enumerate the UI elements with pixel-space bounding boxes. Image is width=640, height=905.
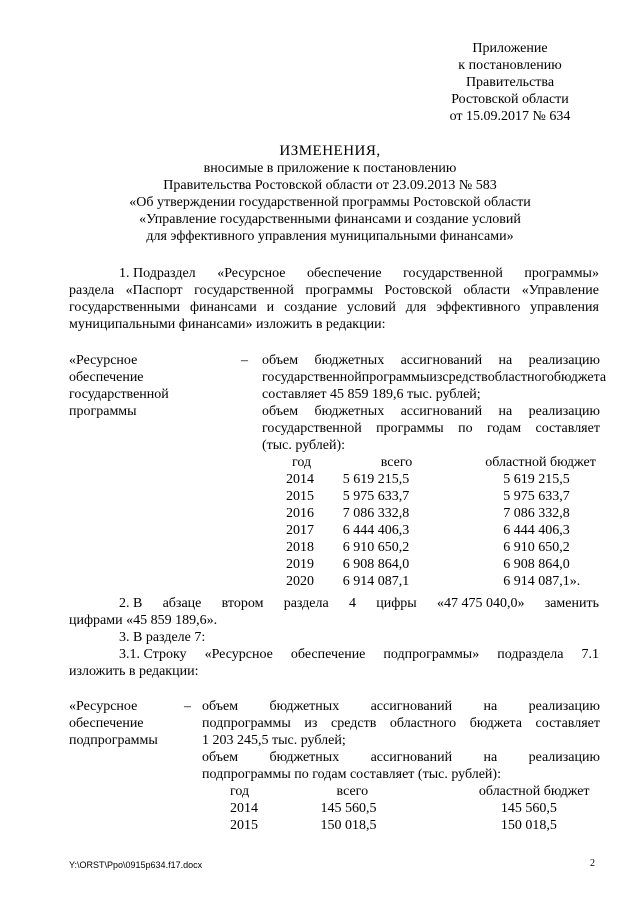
appendix-line: Приложение	[472, 41, 548, 56]
paragraph-line: 3.1. Строку «Ресурсное обеспечение подпрограммы» подраздела 7.1	[119, 647, 599, 662]
title-line: «Управление государственными финансами и создание условий	[139, 212, 521, 227]
paragraph-line: 2. В абзаце втором раздела 4 цифры «47 475 040,0» заменить	[119, 596, 599, 611]
paragraph-3-1	[69, 646, 599, 680]
resource-body: объем бюджетных ассигнований на реализацию подпрограммы из средств областного бюджета составляет 1 203 245,5 тыс. рублей; объем бюджетных ассигнований на реализацию подпрограммы по годам составляет (тыс. рублей): год всего областной бюджет 2014 145 560,5 145 560,5 2015 150 018,5 150 018,5	[202, 699, 600, 833]
resource-label: «Ресурсное обеспечение государственной программы	[69, 353, 169, 419]
table-row: 2016 7 086 332,8 7 086 332,8	[286, 506, 570, 521]
table-row: 2020 6 914 087,1 6 914 087,1».	[286, 574, 581, 589]
table-row: 2014 5 619 215,5 5 619 215,5	[286, 472, 570, 487]
title-line: вносимые в приложение к постановлению	[203, 161, 457, 176]
dash: –	[184, 699, 191, 714]
paragraph-line: 1. Подраздел «Ресурсное обеспечение государственной программы»	[119, 266, 599, 281]
appendix-line: к постановлению	[458, 58, 562, 73]
appendix-line: от 15.09.2017 № 634	[449, 109, 571, 124]
paragraph-line: государственными финансами и создание условий для эффективного управления	[69, 300, 599, 315]
table-header-row: год всего областной бюджет	[292, 455, 596, 470]
paragraph-1	[69, 265, 599, 333]
document-title	[60, 143, 600, 245]
paragraph-line: 3. В разделе 7:	[119, 630, 206, 645]
title-line: для эффективного управления муниципальными финансами»	[146, 229, 514, 244]
table-row: 2014 145 560,5 145 560,5	[230, 801, 557, 816]
paragraph-2	[69, 595, 599, 629]
dash: –	[241, 353, 248, 368]
paragraph-line: изложить в редакции:	[69, 664, 199, 679]
table-row: 2015 5 975 633,7 5 975 633,7	[286, 489, 570, 504]
title-line: Правительства Ростовской области от 23.09.2013 № 583	[163, 178, 497, 193]
file-path: Y:\ORST\Ppo\0915p634.f17.docx	[69, 860, 203, 870]
paragraph-3	[69, 629, 599, 646]
title-heading: ИЗМЕНЕНИЯ,	[279, 143, 381, 159]
table-row: 2018 6 910 650,2 6 910 650,2	[286, 540, 570, 555]
table-row: 2015 150 018,5 150 018,5	[230, 818, 557, 833]
title-line: «Об утверждении государственной программы Ростовской области	[129, 195, 531, 210]
table-header-row: год всего областной бюджет	[230, 784, 590, 799]
table-row: 2017 6 444 406,3 6 444 406,3	[286, 523, 570, 538]
resource-label: «Ресурсное обеспечение подпрограммы	[69, 699, 158, 748]
paragraph-line: муниципальными финансами» изложить в редакции:	[69, 317, 386, 332]
appendix-line: Правительства	[465, 75, 555, 90]
paragraph-line: цифрами «45 859 189,6».	[69, 613, 218, 628]
funding-table	[286, 454, 600, 590]
appendix-header	[412, 40, 608, 125]
table-row: 2019 6 908 864,0 6 908 864,0	[286, 557, 570, 572]
appendix-line: Ростовской области	[451, 92, 569, 107]
page-number: 2	[590, 858, 595, 869]
funding-table	[226, 783, 600, 834]
resource-body: объем бюджетных ассигнований на реализацию государственной программы из средств областного бюджета составляет 45 859 189,6 тыс. рублей; объем бюджетных ассигнований на реализацию государственной программы по годам составляет (тыс. рублей): год всего областной бюджет 2014 5 619 215,5 5 619 215,5 2015 5 975 633,7 5 975 633,7 2016 7 086 332,8 7 086 332,8 2017 6 444 406,3 6 444 406,3 2018 6 910 650,2 6 910 650,2 2019 6 908 864,0 6 908 864,0 2020 6 914 087,1 6 914 087,1».	[262, 353, 607, 589]
paragraph-line: раздела «Паспорт государственной программы Ростовской области «Управление	[69, 283, 599, 298]
